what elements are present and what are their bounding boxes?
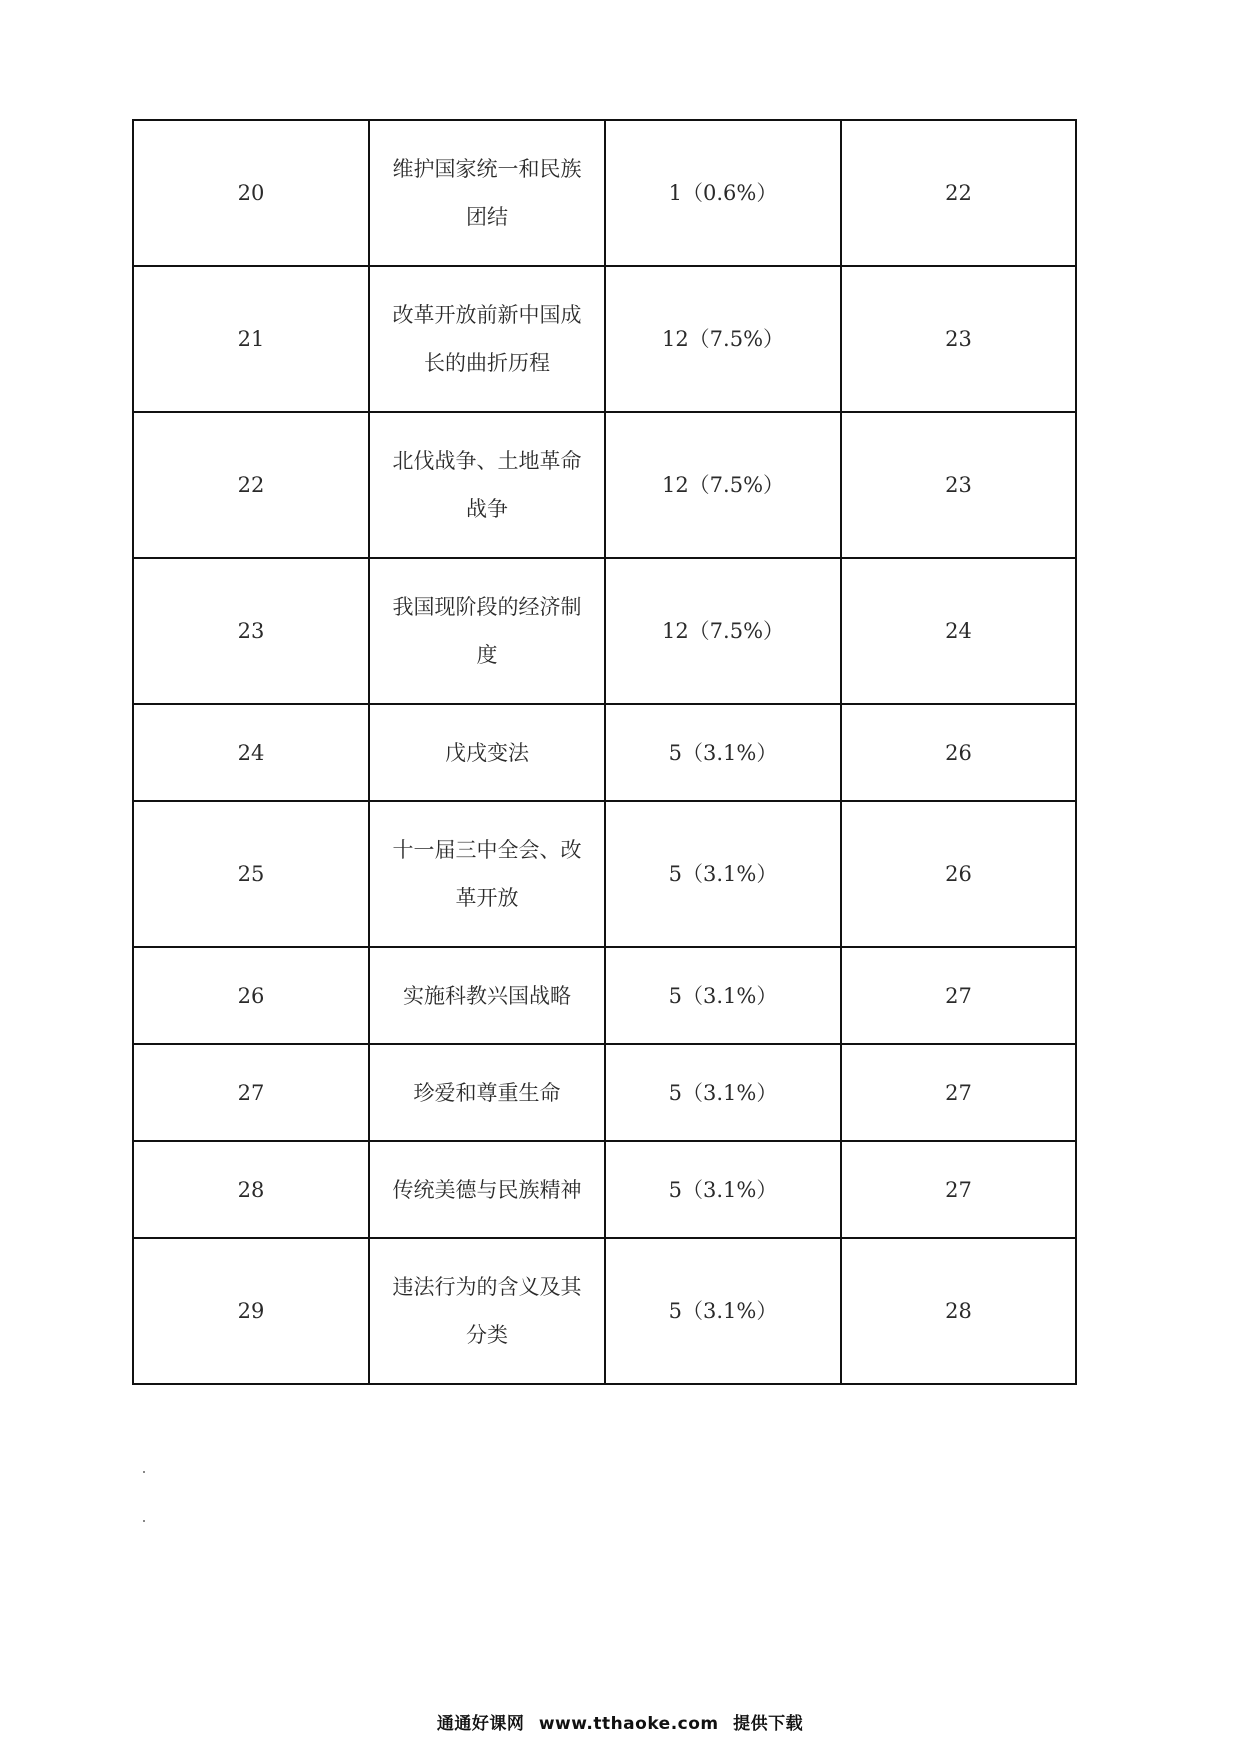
- frequency-cell: 12（7.5%）: [605, 412, 841, 558]
- topic-cell: 改革开放前新中国成长的曲折历程: [369, 266, 605, 412]
- rank-cell: 22: [133, 412, 369, 558]
- frequency-cell: 5（3.1%）: [605, 801, 841, 947]
- footer-suffix: 提供下载: [733, 1714, 804, 1734]
- topic-frequency-table: [132, 119, 1077, 1385]
- topic-cell: 违法行为的含义及其分类: [369, 1238, 605, 1384]
- table-row: [133, 266, 1076, 412]
- question-cell: 28: [841, 1238, 1076, 1384]
- frequency-cell: 5（3.1%）: [605, 1141, 841, 1238]
- question-cell: 26: [841, 801, 1076, 947]
- topic-cell: 十一届三中全会、改革开放: [369, 801, 605, 947]
- footer-site-name: 通通好课网: [436, 1714, 525, 1734]
- rank-cell: 26: [133, 947, 369, 1044]
- topic-cell: 戊戌变法: [369, 704, 605, 801]
- question-cell: 27: [841, 1141, 1076, 1238]
- table-row: [133, 1044, 1076, 1141]
- rank-cell: 21: [133, 266, 369, 412]
- footer-url: www.tthaoke.com: [538, 1714, 719, 1734]
- table-row: [133, 947, 1076, 1044]
- table-row: [133, 801, 1076, 947]
- page-footer: [0, 1709, 1240, 1734]
- question-cell: 24: [841, 558, 1076, 704]
- question-cell: 23: [841, 412, 1076, 558]
- rank-cell: 25: [133, 801, 369, 947]
- rank-cell: 23: [133, 558, 369, 704]
- rank-cell: 20: [133, 120, 369, 266]
- frequency-cell: 12（7.5%）: [605, 266, 841, 412]
- question-cell: 27: [841, 1044, 1076, 1141]
- frequency-cell: 5（3.1%）: [605, 1044, 841, 1141]
- topic-cell: 我国现阶段的经济制度: [369, 558, 605, 704]
- frequency-cell: 5（3.1%）: [605, 947, 841, 1044]
- topic-cell: 实施科教兴国战略: [369, 947, 605, 1044]
- rank-cell: 27: [133, 1044, 369, 1141]
- rank-cell: 28: [133, 1141, 369, 1238]
- stray-mark: [143, 1471, 145, 1473]
- frequency-cell: 5（3.1%）: [605, 1238, 841, 1384]
- table-row: [133, 120, 1076, 266]
- stray-mark: [143, 1520, 145, 1522]
- table-row: [133, 558, 1076, 704]
- table-row: [133, 1238, 1076, 1384]
- table-row: [133, 1141, 1076, 1238]
- question-cell: 26: [841, 704, 1076, 801]
- frequency-cell: 1（0.6%）: [605, 120, 841, 266]
- topic-cell: 珍爱和尊重生命: [369, 1044, 605, 1141]
- topic-cell: 北伐战争、土地革命战争: [369, 412, 605, 558]
- frequency-cell: 5（3.1%）: [605, 704, 841, 801]
- rank-cell: 24: [133, 704, 369, 801]
- table-row: [133, 412, 1076, 558]
- question-cell: 23: [841, 266, 1076, 412]
- question-cell: 27: [841, 947, 1076, 1044]
- question-cell: 22: [841, 120, 1076, 266]
- topic-cell: 传统美德与民族精神: [369, 1141, 605, 1238]
- table-row: [133, 704, 1076, 801]
- topic-cell: 维护国家统一和民族团结: [369, 120, 605, 266]
- rank-cell: 29: [133, 1238, 369, 1384]
- frequency-cell: 12（7.5%）: [605, 558, 841, 704]
